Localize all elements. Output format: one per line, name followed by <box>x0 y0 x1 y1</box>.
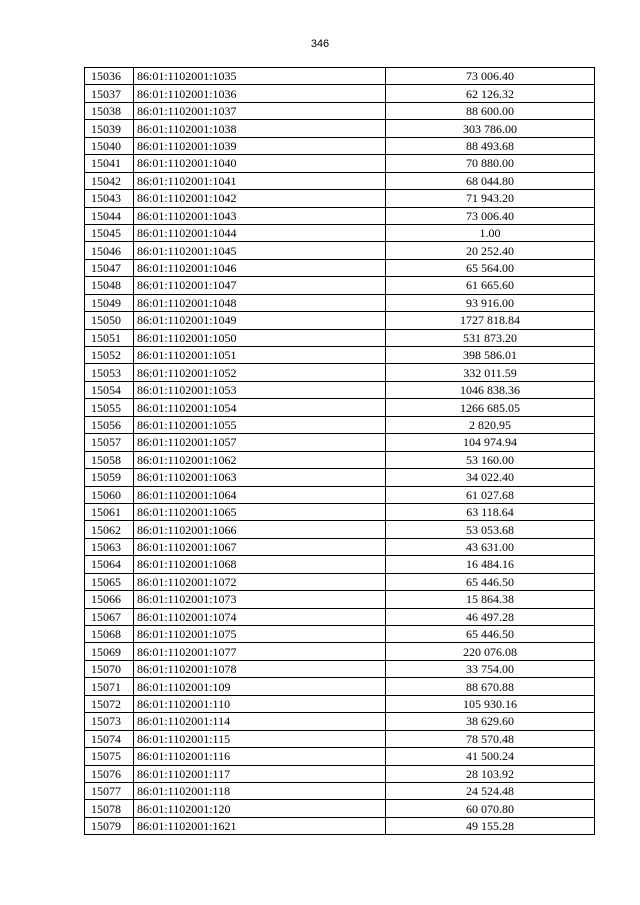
row-number-cell: 15040 <box>85 137 134 154</box>
cadastral-number-cell: 86:01:1102001:1054 <box>134 399 386 416</box>
cadastral-number-cell: 86:01:1102001:1050 <box>134 329 386 346</box>
table-row <box>85 120 595 137</box>
table-row <box>85 155 595 172</box>
cadastral-number-cell: 86:01:1102001:1055 <box>134 416 386 433</box>
cadastral-number-cell: 86:01:1102001:116 <box>134 748 386 765</box>
cadastral-number-cell: 86:01:1102001:1068 <box>134 556 386 573</box>
cadastral-value-cell: 38 629.60 <box>386 713 595 730</box>
cadastral-number-cell: 86:01:1102001:1047 <box>134 277 386 294</box>
cadastral-number-cell: 86:01:1102001:1067 <box>134 538 386 555</box>
cadastral-value-cell: 61 665.60 <box>386 277 595 294</box>
row-number-cell: 15066 <box>85 591 134 608</box>
table-row <box>85 695 595 712</box>
cadastral-number-cell: 86:01:1102001:1048 <box>134 294 386 311</box>
row-number-cell: 15057 <box>85 434 134 451</box>
table-row <box>85 364 595 381</box>
table-row <box>85 782 595 799</box>
cadastral-value-cell: 53 160.00 <box>386 451 595 468</box>
table-row <box>85 486 595 503</box>
cadastral-number-cell: 86:01:1102001:1065 <box>134 503 386 520</box>
row-number-cell: 15076 <box>85 765 134 782</box>
row-number-cell: 15039 <box>85 120 134 137</box>
row-number-cell: 15079 <box>85 817 134 834</box>
table-row <box>85 800 595 817</box>
row-number-cell: 15064 <box>85 556 134 573</box>
table-row <box>85 172 595 189</box>
table-row <box>85 416 595 433</box>
row-number-cell: 15071 <box>85 678 134 695</box>
cadastral-value-cell: 1046 838.36 <box>386 381 595 398</box>
cadastral-number-cell: 86:01:1102001:1074 <box>134 608 386 625</box>
table-row <box>85 68 595 85</box>
cadastral-number-cell: 86:01:1102001:1043 <box>134 207 386 224</box>
row-number-cell: 15058 <box>85 451 134 468</box>
cadastral-value-cell: 105 930.16 <box>386 695 595 712</box>
cadastral-number-cell: 86:01:1102001:118 <box>134 782 386 799</box>
table-row <box>85 207 595 224</box>
cadastral-table-container <box>84 67 594 835</box>
cadastral-number-cell: 86:01:1102001:1038 <box>134 120 386 137</box>
table-row <box>85 556 595 573</box>
table-row <box>85 748 595 765</box>
table-row <box>85 591 595 608</box>
row-number-cell: 15069 <box>85 643 134 660</box>
table-row <box>85 242 595 259</box>
cadastral-value-cell: 71 943.20 <box>386 190 595 207</box>
table-row <box>85 329 595 346</box>
row-number-cell: 15060 <box>85 486 134 503</box>
cadastral-number-cell: 86:01:1102001:1073 <box>134 591 386 608</box>
row-number-cell: 15052 <box>85 347 134 364</box>
table-row <box>85 608 595 625</box>
page-number: 346 <box>310 38 330 50</box>
cadastral-value-cell: 73 006.40 <box>386 207 595 224</box>
cadastral-value-cell: 104 974.94 <box>386 434 595 451</box>
cadastral-number-cell: 86:01:1102001:1037 <box>134 102 386 119</box>
row-number-cell: 15041 <box>85 155 134 172</box>
table-row <box>85 137 595 154</box>
table-row <box>85 434 595 451</box>
cadastral-value-cell: 78 570.48 <box>386 730 595 747</box>
row-number-cell: 15051 <box>85 329 134 346</box>
cadastral-value-cell: 33 754.00 <box>386 660 595 677</box>
cadastral-value-cell: 1.00 <box>386 224 595 241</box>
cadastral-value-cell: 24 524.48 <box>386 782 595 799</box>
row-number-cell: 15073 <box>85 713 134 730</box>
cadastral-value-cell: 62 126.32 <box>386 85 595 102</box>
cadastral-number-cell: 86:01:1102001:110 <box>134 695 386 712</box>
row-number-cell: 15068 <box>85 626 134 643</box>
row-number-cell: 15062 <box>85 521 134 538</box>
cadastral-number-cell: 86:01:1102001:1036 <box>134 85 386 102</box>
cadastral-value-cell: 1727 818.84 <box>386 312 595 329</box>
row-number-cell: 15048 <box>85 277 134 294</box>
table-row <box>85 85 595 102</box>
cadastral-value-cell: 46 497.28 <box>386 608 595 625</box>
cadastral-value-cell: 88 600.00 <box>386 102 595 119</box>
cadastral-value-cell: 28 103.92 <box>386 765 595 782</box>
row-number-cell: 15042 <box>85 172 134 189</box>
cadastral-value-cell: 65 564.00 <box>386 259 595 276</box>
cadastral-number-cell: 86:01:1102001:1057 <box>134 434 386 451</box>
cadastral-value-cell: 70 880.00 <box>386 155 595 172</box>
table-body <box>85 68 595 835</box>
cadastral-number-cell: 86:01:1102001:1077 <box>134 643 386 660</box>
row-number-cell: 15053 <box>85 364 134 381</box>
table-row <box>85 399 595 416</box>
cadastral-number-cell: 86:01:1102001:1063 <box>134 469 386 486</box>
cadastral-number-cell: 86:01:1102001:1053 <box>134 381 386 398</box>
cadastral-number-cell: 86:01:1102001:114 <box>134 713 386 730</box>
cadastral-value-cell: 531 873.20 <box>386 329 595 346</box>
row-number-cell: 15044 <box>85 207 134 224</box>
cadastral-number-cell: 86:01:1102001:1075 <box>134 626 386 643</box>
row-number-cell: 15046 <box>85 242 134 259</box>
table-row <box>85 643 595 660</box>
table-row <box>85 660 595 677</box>
cadastral-number-cell: 86:01:1102001:115 <box>134 730 386 747</box>
table-row <box>85 469 595 486</box>
table-row <box>85 678 595 695</box>
row-number-cell: 15036 <box>85 68 134 85</box>
table-row <box>85 538 595 555</box>
row-number-cell: 15065 <box>85 573 134 590</box>
row-number-cell: 15070 <box>85 660 134 677</box>
row-number-cell: 15047 <box>85 259 134 276</box>
table-row <box>85 294 595 311</box>
cadastral-value-cell: 20 252.40 <box>386 242 595 259</box>
cadastral-value-cell: 43 631.00 <box>386 538 595 555</box>
cadastral-number-cell: 86:01:1102001:1064 <box>134 486 386 503</box>
cadastral-value-cell: 93 916.00 <box>386 294 595 311</box>
cadastral-number-cell: 86:01:1102001:1072 <box>134 573 386 590</box>
cadastral-value-cell: 1266 685.05 <box>386 399 595 416</box>
cadastral-number-cell: 86:01:1102001:1044 <box>134 224 386 241</box>
table-row <box>85 521 595 538</box>
row-number-cell: 15063 <box>85 538 134 555</box>
cadastral-number-cell: 86:01:1102001:1078 <box>134 660 386 677</box>
table-row <box>85 626 595 643</box>
cadastral-number-cell: 86:01:1102001:109 <box>134 678 386 695</box>
table-row <box>85 190 595 207</box>
row-number-cell: 15075 <box>85 748 134 765</box>
cadastral-value-cell: 16 484.16 <box>386 556 595 573</box>
row-number-cell: 15078 <box>85 800 134 817</box>
cadastral-number-cell: 86:01:1102001:120 <box>134 800 386 817</box>
row-number-cell: 15072 <box>85 695 134 712</box>
row-number-cell: 15045 <box>85 224 134 241</box>
row-number-cell: 15074 <box>85 730 134 747</box>
cadastral-number-cell: 86:01:1102001:1042 <box>134 190 386 207</box>
cadastral-value-cell: 53 053.68 <box>386 521 595 538</box>
row-number-cell: 15054 <box>85 381 134 398</box>
cadastral-number-cell: 86:01:1102001:1049 <box>134 312 386 329</box>
cadastral-number-cell: 86:01:1102001:1066 <box>134 521 386 538</box>
table-row <box>85 817 595 834</box>
cadastral-value-cell: 49 155.28 <box>386 817 595 834</box>
table-row <box>85 347 595 364</box>
table-row <box>85 765 595 782</box>
row-number-cell: 15056 <box>85 416 134 433</box>
cadastral-value-cell: 2 820.95 <box>386 416 595 433</box>
cadastral-value-cell: 41 500.24 <box>386 748 595 765</box>
row-number-cell: 15043 <box>85 190 134 207</box>
table-row <box>85 312 595 329</box>
cadastral-table <box>84 67 595 835</box>
table-row <box>85 277 595 294</box>
cadastral-value-cell: 68 044.80 <box>386 172 595 189</box>
row-number-cell: 15067 <box>85 608 134 625</box>
row-number-cell: 15037 <box>85 85 134 102</box>
table-row <box>85 259 595 276</box>
cadastral-number-cell: 86:01:1102001:1045 <box>134 242 386 259</box>
row-number-cell: 15050 <box>85 312 134 329</box>
cadastral-value-cell: 88 493.68 <box>386 137 595 154</box>
table-row <box>85 503 595 520</box>
cadastral-number-cell: 86:01:1102001:1621 <box>134 817 386 834</box>
cadastral-number-cell: 86:01:1102001:1035 <box>134 68 386 85</box>
table-row <box>85 573 595 590</box>
table-row <box>85 224 595 241</box>
cadastral-value-cell: 63 118.64 <box>386 503 595 520</box>
cadastral-value-cell: 34 022.40 <box>386 469 595 486</box>
table-row <box>85 102 595 119</box>
cadastral-value-cell: 61 027.68 <box>386 486 595 503</box>
row-number-cell: 15049 <box>85 294 134 311</box>
cadastral-number-cell: 86:01:1102001:1062 <box>134 451 386 468</box>
cadastral-number-cell: 86:01:1102001:1051 <box>134 347 386 364</box>
cadastral-value-cell: 303 786.00 <box>386 120 595 137</box>
cadastral-value-cell: 220 076.08 <box>386 643 595 660</box>
cadastral-number-cell: 86:01:1102001:1040 <box>134 155 386 172</box>
table-row <box>85 730 595 747</box>
row-number-cell: 15055 <box>85 399 134 416</box>
cadastral-value-cell: 73 006.40 <box>386 68 595 85</box>
cadastral-number-cell: 86:01:1102001:1052 <box>134 364 386 381</box>
table-row <box>85 451 595 468</box>
cadastral-value-cell: 88 670.88 <box>386 678 595 695</box>
cadastral-value-cell: 65 446.50 <box>386 573 595 590</box>
row-number-cell: 15038 <box>85 102 134 119</box>
cadastral-number-cell: 86:01:1102001:1046 <box>134 259 386 276</box>
row-number-cell: 15077 <box>85 782 134 799</box>
cadastral-value-cell: 60 070.80 <box>386 800 595 817</box>
row-number-cell: 15059 <box>85 469 134 486</box>
cadastral-value-cell: 332 011.59 <box>386 364 595 381</box>
row-number-cell: 15061 <box>85 503 134 520</box>
cadastral-number-cell: 86:01:1102001:1041 <box>134 172 386 189</box>
cadastral-value-cell: 15 864.38 <box>386 591 595 608</box>
table-row <box>85 713 595 730</box>
cadastral-number-cell: 86:01:1102001:1039 <box>134 137 386 154</box>
table-row <box>85 381 595 398</box>
cadastral-value-cell: 65 446.50 <box>386 626 595 643</box>
cadastral-number-cell: 86:01:1102001:117 <box>134 765 386 782</box>
cadastral-value-cell: 398 586.01 <box>386 347 595 364</box>
